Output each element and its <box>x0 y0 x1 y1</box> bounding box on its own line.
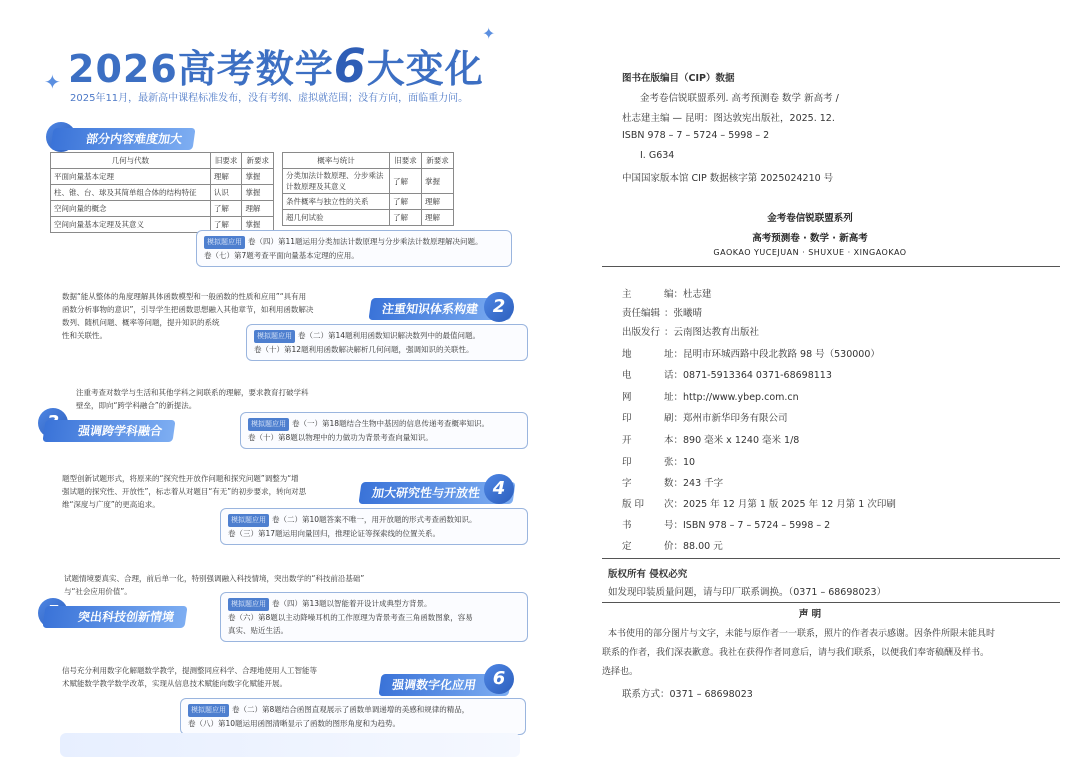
table-cell: 理解 <box>422 194 454 210</box>
page-subtitle: 2025年11月，最新高中课程标准发布，没有考纲、虚拟就范围；没有方向，面临重力问。 <box>70 93 469 104</box>
info-value: ：云南图达教育出版社 <box>664 327 760 338</box>
note-line: 卷（十）第8题以物理中的力做功为背景考查向量知识。 <box>248 433 433 442</box>
table-row <box>51 185 274 201</box>
section-number: 4 <box>484 474 514 504</box>
paragraph-line: 信号充分利用数字化解题数学教学，提测整同应科学、合理地使用人工智能等 <box>62 666 317 675</box>
note-line: 卷（四）第13题以智能着开设计成典型方背景。 <box>272 599 432 608</box>
paragraph-line: 与“社会应用价值”。 <box>64 587 132 596</box>
section-paragraph <box>76 386 376 412</box>
info-row <box>622 410 788 424</box>
table-cell: 了解 <box>210 201 242 217</box>
paragraph-line: 强试题的探究性、开放性”，标志着从对题目“有无”的初步要求，转向对思 <box>62 487 307 496</box>
note-line: 卷（六）第8题以主动降噪耳机的工作原理为背景考查三角函数图象，容易 <box>228 613 473 622</box>
paragraph-line: 函数分析事物的意识”，引导学生把函数思想融入其他章节，如利用函数解决 <box>62 305 314 314</box>
table-row <box>51 201 274 217</box>
divider <box>602 266 1060 267</box>
info-row <box>622 346 880 360</box>
info-row <box>622 367 832 381</box>
section-label: 部分内容难度加大 <box>50 128 195 150</box>
cip-line: Ⅰ. G634 <box>640 150 675 161</box>
info-label: 开 <box>622 435 632 446</box>
table-cell: 超几何试验 <box>283 210 390 226</box>
table-cell: 了解 <box>390 210 422 226</box>
info-label: 字 <box>622 478 632 489</box>
table-cell: 了解 <box>390 194 422 210</box>
notice-line: 选择也。 <box>602 667 639 677</box>
paragraph-line: 壁垒，即向“跨学科融合”的新提法。 <box>76 401 197 410</box>
note-tag: 模拟题应用 <box>188 704 229 717</box>
book-title: 高考预测卷 · 数学 · 新高考 <box>752 233 868 244</box>
application-note <box>220 508 528 545</box>
note-line: 卷（一）第18题结合生物中基因的信息传递考查概率知识。 <box>292 419 490 428</box>
note-line: 卷（八）第10题运用函图清晰显示了函数的图形角度和为趋势。 <box>188 719 401 728</box>
paragraph-line: 数据“能从整体的角度理解具体函数模型和一般函数的性质和应用”“具有用 <box>62 292 307 301</box>
info-value: 本：890 毫米 x 1240 毫米 1/8 <box>664 435 800 446</box>
table-cell: 了解 <box>390 169 422 194</box>
sparkle-icon: ✦ <box>44 70 61 94</box>
table-cell: 理解 <box>242 201 274 217</box>
column-header: 概率与统计 <box>283 153 390 169</box>
section-paragraph <box>62 664 382 690</box>
info-label: 书 <box>622 520 632 531</box>
divider <box>602 602 1060 603</box>
info-value: 号：ISBN 978 – 7 – 5724 – 5998 – 2 <box>664 520 831 531</box>
info-row <box>622 517 830 531</box>
cip-line: 杜志建主编 — 昆明：图达敦宪出版社，2025. 12. <box>622 113 835 124</box>
note-tag: 模拟题应用 <box>228 598 269 611</box>
note-tag: 模拟题应用 <box>248 418 289 431</box>
info-label: 责任编辑 <box>622 308 661 319</box>
note-line: 卷（四）第11题运用分类加法计数原理与分步乘法计数原理解决问题。 <box>248 237 483 246</box>
info-value: 次：2025 年 12 月第 1 版 2025 年 12 月第 1 次印刷 <box>664 499 896 510</box>
paragraph-line: 试题情境要真实、合理，前后单一化，特别强调融入科技情境，突出数学的“科技前沿基础” <box>64 574 365 583</box>
info-label: 主 <box>622 289 632 300</box>
contact-line: 联系方式：0371 – 68698023 <box>622 689 753 700</box>
cip-line: ISBN 978 – 7 – 5724 – 5998 – 2 <box>622 130 770 141</box>
note-line: 卷（十）第12题利用函数解决解析几何问题，强调知识的关联性。 <box>254 345 474 354</box>
note-tag: 模拟题应用 <box>204 236 245 249</box>
table-row <box>283 194 454 210</box>
table-cell: 认识 <box>210 185 242 201</box>
info-value: 张：10 <box>664 457 696 468</box>
info-label: 印 <box>622 413 632 424</box>
note-line: 卷（七）第7题考查平面向量基本定理的应用。 <box>204 251 359 260</box>
section-label: 注重知识体系构建 <box>368 298 513 320</box>
info-value: 数：243 千字 <box>664 478 724 489</box>
page-title: 2026高考数学6大变化 <box>68 39 484 93</box>
section-paragraph <box>62 472 362 511</box>
application-note <box>246 324 528 361</box>
application-note <box>240 412 528 449</box>
table-cell: 掌握 <box>242 185 274 201</box>
notice-line: 联系的作者，我们深表歉意。我社在获得作者同意后，请与我们联系，以便我们奉寄稿酬及样书。 <box>602 648 990 658</box>
notice-title: 声 明 <box>798 609 822 620</box>
section-label: 强调跨学科融合 <box>42 420 175 442</box>
paragraph-line: 术赋能数学教学数学改革，实现从信息技术赋能向数字化赋能开展。 <box>62 679 287 688</box>
table-cell: 分类加法计数原理、分步乘法计数原理及其意义 <box>283 169 390 194</box>
paragraph-line: 维“深度与广度”的更高追求。 <box>62 500 160 509</box>
table-cell: 掌握 <box>242 169 274 185</box>
cip-line: 中国国家版本馆 CIP 数据核字第 2025024210 号 <box>622 173 834 184</box>
application-note <box>180 698 526 735</box>
table-cell: 掌握 <box>422 169 454 194</box>
note-line: 卷（三）第17题运用向量回归，推理论证等探索线的位置关系。 <box>228 529 441 538</box>
column-header: 几何与代数 <box>51 153 211 169</box>
note-tag: 模拟题应用 <box>254 330 295 343</box>
requirements-table-geometry <box>50 152 274 233</box>
paragraph-line: 数列、随机问题、概率等问题，提升知识的系统 <box>62 318 220 327</box>
sparkle-icon: ✦ <box>482 24 496 43</box>
info-label: 定 <box>622 541 632 552</box>
info-value: 刷：郑州市新华印务有限公司 <box>664 413 788 424</box>
table-cell: 理解 <box>210 169 242 185</box>
paragraph-line: 性和关联性。 <box>62 331 107 340</box>
cip-title: 图书在版编目（CIP）数据 <box>622 73 735 84</box>
table-header-row <box>51 153 274 169</box>
table-row <box>283 169 454 194</box>
note-line: 卷（二）第14题利用函数知识解决数列中的最值问题。 <box>298 331 481 340</box>
column-header: 新要求 <box>242 153 274 169</box>
column-header: 旧要求 <box>390 153 422 169</box>
info-value: 址：http://www.ybep.com.cn <box>664 392 799 403</box>
table-cell: 空间向量的概念 <box>51 201 211 217</box>
table-cell: 掌握 <box>242 217 274 233</box>
decorative-band <box>60 733 520 757</box>
info-row <box>622 475 723 489</box>
section-number: 6 <box>484 664 514 694</box>
paragraph-line: 注重考查对数学与生活和其他学科之间联系的理解，要求教育打破学科 <box>76 388 309 397</box>
info-value: 话：0871-5913364 0371-68698113 <box>664 370 832 381</box>
info-value: ：张曦晴 <box>664 308 703 319</box>
application-note <box>196 230 512 267</box>
section-label: 强调数字化应用 <box>378 674 511 696</box>
application-note <box>220 592 528 642</box>
info-row <box>622 496 896 510</box>
note-tag: 模拟题应用 <box>228 514 269 527</box>
info-row <box>622 538 723 552</box>
info-row <box>622 454 695 468</box>
table-cell: 了解 <box>210 217 242 233</box>
info-label: 网 <box>622 392 632 403</box>
column-header: 新要求 <box>422 153 454 169</box>
cip-line: 金考卷信锐联盟系列. 高考预测卷 数学 新高考 / <box>640 93 839 104</box>
info-value: 址：昆明市环城西路中段北教路 98 号（530000） <box>664 349 880 360</box>
info-label: 地 <box>622 349 632 360</box>
notice-line: 本书使用的部分图片与文字，未能与原作者一一联系，照片的作者表示感谢。因条件所限未能具时 <box>608 629 996 639</box>
info-row <box>622 305 702 319</box>
table-cell: 柱、锥、台、球及其简单组合体的结构特征 <box>51 185 211 201</box>
info-value: 编：杜志建 <box>664 289 712 300</box>
right-page <box>560 0 1080 764</box>
book-code: GAOKAO YUCEJUAN · SHUXUE · XINGAOKAO <box>713 248 907 257</box>
series-name: 金考卷信锐联盟系列 <box>767 213 853 224</box>
info-row <box>622 324 759 338</box>
divider <box>602 558 1060 559</box>
section-number: 2 <box>484 292 514 322</box>
info-row <box>622 389 799 403</box>
table-row <box>51 169 274 185</box>
table-cell: 空间向量基本定理及其意义 <box>51 217 211 233</box>
note-line: 卷（二）第8题结合函图直观展示了函数单调递增的美感和规律的精品， <box>232 705 470 714</box>
table-cell: 平面向量基本定理 <box>51 169 211 185</box>
note-line: 卷（二）第10题答案不唯一，用开放题的形式考查函数知识。 <box>272 515 477 524</box>
info-label: 印 <box>622 457 632 468</box>
table-row <box>283 210 454 226</box>
copyright-warning: 版权所有 侵权必究 <box>608 569 688 580</box>
requirements-table-probability <box>282 152 454 226</box>
info-label: 出版发行 <box>622 327 661 338</box>
table-cell: 条件概率与独立性的关系 <box>283 194 390 210</box>
info-value: 价：88.00 元 <box>664 541 723 552</box>
section-label: 加大研究性与开放性 <box>358 482 515 504</box>
info-row <box>622 286 712 300</box>
paragraph-line: 题型创新试题形式，将原来的“探究性开放作问题和探究问题”调整为“增 <box>62 474 299 483</box>
table-header-row <box>283 153 454 169</box>
info-label: 版 印 <box>622 499 645 510</box>
quality-line: 如发现印装质量问题，请与印厂联系调换。（0371 – 68698023） <box>608 587 887 598</box>
column-header: 旧要求 <box>210 153 242 169</box>
info-row <box>622 432 799 446</box>
info-label: 电 <box>622 370 632 381</box>
section-label: 突出科技创新情境 <box>42 606 187 628</box>
note-line: 真实、贴近生活。 <box>228 626 288 635</box>
table-cell: 理解 <box>422 210 454 226</box>
